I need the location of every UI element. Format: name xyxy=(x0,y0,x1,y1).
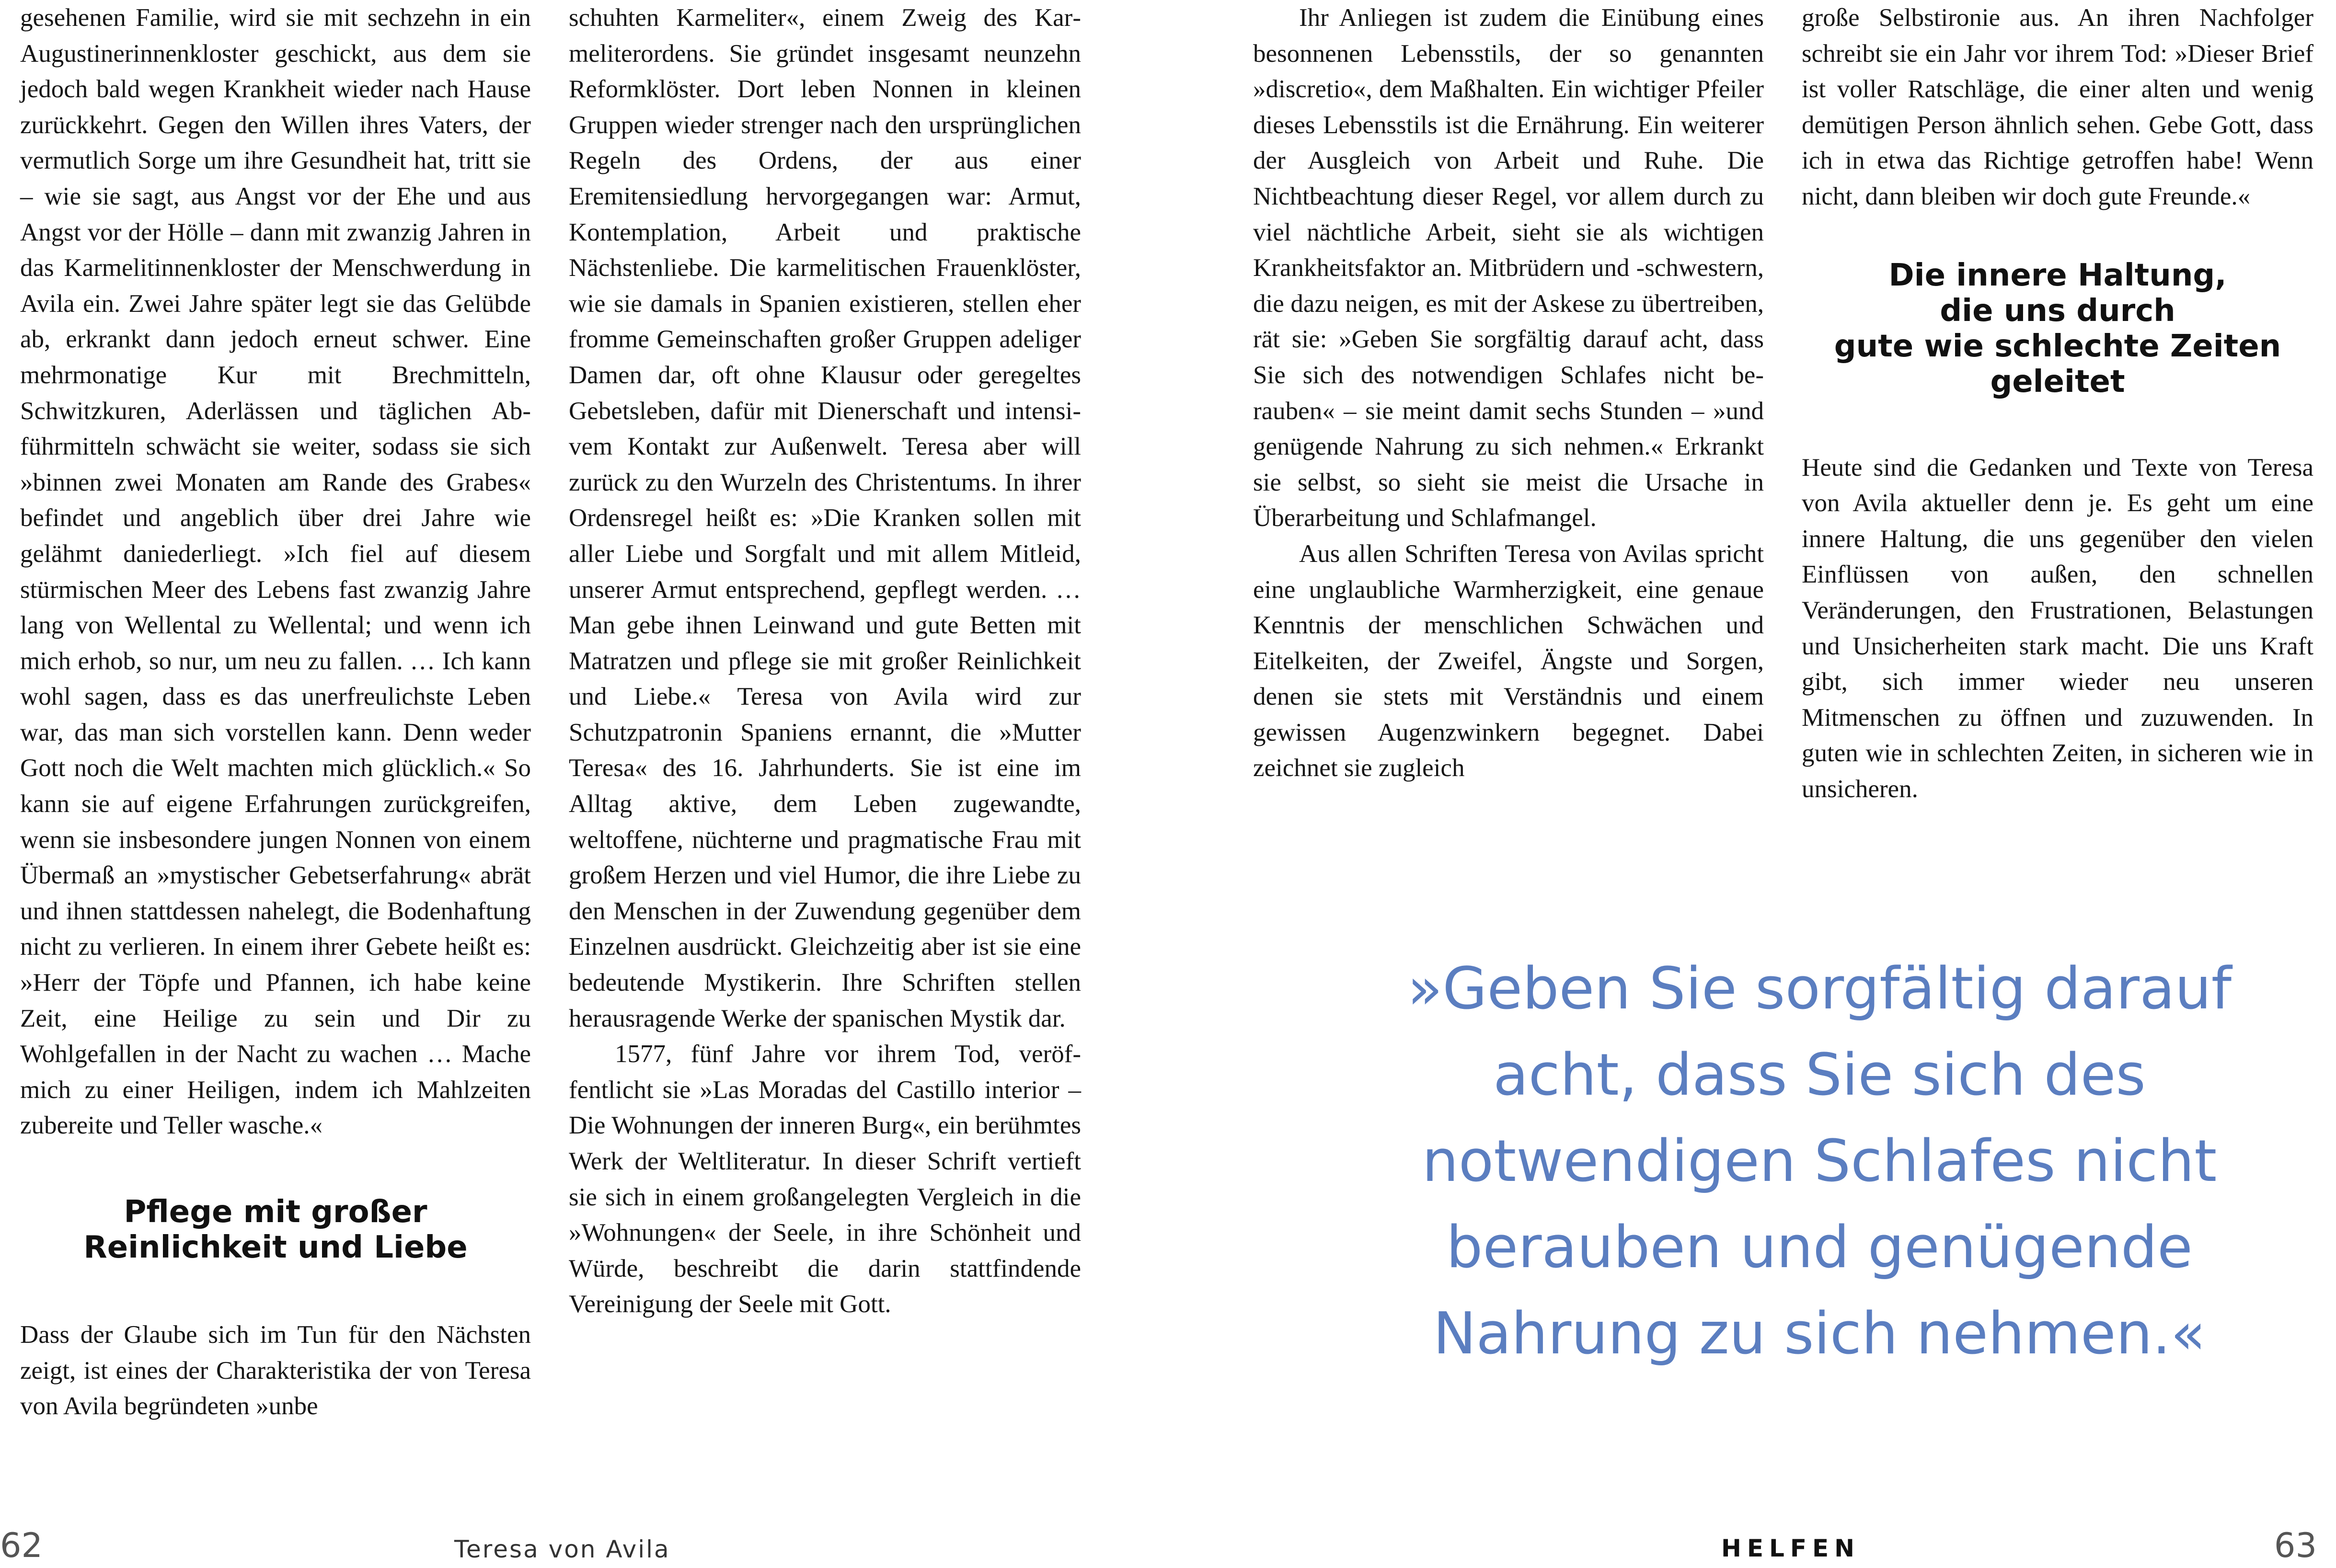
text-column-3 xyxy=(1253,0,1764,786)
body-paragraph: Heute sind die Gedanken und Texte von Teresa von Avila aktueller denn je. Es geht um eine innere Haltung, die uns gegenüber den vielen Einflüssen von außen, den schnellen Veränderungen, den Frustrationen, Belastungen und Unsicherheiten stark macht. Die uns Kraft gibt, sich immer wieder neu unseren Mitmenschen zu öffnen und zuzuwenden. In guten wie in schlechten Zeiten, in sicheren wie in unsicheren. xyxy=(1802,453,2313,803)
text-column-2 xyxy=(569,0,1081,1322)
body-paragraph: große Selbstironie aus. An ihren Nachfolger schreibt sie ein Jahr vor ihrem Tod: »Dieser Brief ist voller Ratschläge, die einer alten und wenig demütigen Person ähnlich sehen. Gebe Gott, dass ich in etwa das Richtige getroffen habe! Wenn nicht, dann bleiben wir doch gute Freunde.« xyxy=(1802,4,2313,210)
pull-quote-line: »Geben Sie sorgfältig darauf xyxy=(1407,956,2232,1022)
text-column-1 xyxy=(20,0,531,1424)
body-paragraph: Dass der Glaube sich im Tun für den Nächsten zeigt, ist eines der Charakteristika der von Teresa von Avila begründeten »unbe xyxy=(20,1321,531,1420)
section-label: HELFEN xyxy=(1721,1534,1861,1562)
page-number-right: 63 xyxy=(2274,1526,2317,1565)
pull-quote-line: notwendigen Schlafes nicht xyxy=(1422,1128,2217,1195)
pull-quote xyxy=(1345,946,2294,1377)
subheading-line: Reinlichkeit und Liebe xyxy=(83,1230,468,1265)
page-number-left: 62 xyxy=(0,1526,43,1565)
running-title: Teresa von Avila xyxy=(454,1535,670,1563)
subheading-inner-attitude xyxy=(1802,258,2313,400)
body-paragraph: schuhten Karmeliter«, einem Zweig des Karmeliterordens. Sie gründet insgesamt neunzehn Reformklöster. Dort leben Nonnen in kleinen Gruppen wieder strenger nach den ursprünglichen Regeln des Ordens, der aus einer Eremitensiedlung hervorgegangen war: Armut, Kontemplation, Arbeit und praktische Nächstenliebe. Die karmelitischen Frauenklöster, wie sie damals in Spanien existieren, stellen eher fromme Gemeinschaften großer Gruppen adeliger Damen dar, oft ohne Klausur oder geregeltes Gebetsleben, dafür mit Dienerschaft und intensivem Kontakt zur Außenwelt. Teresa aber will zurück zu den Wurzeln des Christentums. In ihrer Ordensregel heißt es: »Die Kranken sollen mit aller Liebe und Sorgfalt und mit allem Mitleid, unserer Armut entsprechend, gepflegt werden. … Man gebe ihnen Leinwand und gute Betten mit Matratzen und pflege sie mit großer Reinlichkeit und Liebe.« Teresa von Avila wird zur Schutzpatronin Spaniens ernannt, die »Mutter Teresa« des 16. Jahrhunderts. Sie ist eine im Alltag aktive, dem Leben zugewandte, weltoffene, nüchterne und pragmatische Frau mit großem Herzen und viel Humor, die ihre Liebe zu den Menschen in der Zuwendung gegenüber dem Einzelnen ausdrückt. Gleichzeitig aber ist sie eine bedeutende Mystikerin. Ihre Schriften stellen herausragende Werke der spanischen Mystik dar. xyxy=(569,4,1081,1032)
pull-quote-line: berauben und genügende xyxy=(1446,1214,2193,1281)
subheading-care xyxy=(20,1194,531,1265)
subheading-line: gute wie schlechte Zeiten xyxy=(1834,328,2281,364)
right-page xyxy=(1168,0,2336,1568)
text-column-4 xyxy=(1802,0,2313,807)
pull-quote-line: acht, dass Sie sich des xyxy=(1493,1042,2146,1109)
body-paragraph: 1577, fünf Jahre vor ihrem Tod, veröffentlicht sie »Las Moradas del Castillo interior – Die Wohnungen der inneren Burg«, ein berühmtes Werk der Weltliteratur. In dieser Schrift vertieft sie sich in einem großangelegten Vergleich in die »Wohnungen« der Seele, in ihre Schönheit und Würde, beschreibt die darin stattfindende Vereinigung der Seele mit Gott. xyxy=(569,1040,1081,1318)
subheading-line: geleitet xyxy=(1990,364,2125,400)
subheading-line: die uns durch xyxy=(1940,293,2175,329)
body-paragraph: gesehenen Familie, wird sie mit sechzehn in ein Augustinerinnenkloster geschickt, aus dem sie jedoch bald wegen Krankheit wieder nach Hause zurückkehrt. Gegen den Willen ihres Vaters, der vermutlich Sorge um ihre Gesundheit hat, tritt sie – wie sie sagt, aus Angst vor der Ehe und aus Angst vor der Hölle – dann mit zwanzig Jahren in das Karmelitinnenkloster der Menschwerdung in Avila ein. Zwei Jahre später legt sie das Gelübde ab, erkrankt dann jedoch erneut schwer. Eine mehrmonatige Kur mit Brechmitteln, Schwitzkuren, Aderlässen und täglichen Abführmitteln schwächt sie weiter, sodass sie sich »binnen zwei Monaten am Rande des Grabes« befindet und angeblich über drei Jahre wie gelähmt daniederliegt. »Ich fiel auf diesem stürmischen Meer des Lebens fast zwanzig Jahre lang von Wellental zu Wellental; und wenn ich mich erhob, so nur, um neu zu fallen. … Ich kann wohl sagen, dass es das unerfreulichste Leben war, das man sich vorstellen kann. Denn weder Gott noch die Welt machten mich glücklich.« So kann sie auf eigene Erfahrungen zurückgreifen, wenn sie insbesondere jungen Nonnen von einem Übermaß an »mystischer Gebetserfahrung« abrät und ihnen stattdessen nahelegt, die Bodenhaftung nicht zu verlieren. In einem ihrer Gebete heißt es: »Herr der Töpfe und Pfannen, ich habe keine Zeit, eine Heilige zu sein und Dir zu Wohlgefallen in der Nacht zu wachen … Mache mich zu einer Heiligen, indem ich Mahlzeiten zubereite und Teller wasche.« xyxy=(20,4,531,1140)
body-paragraph: Ihr Anliegen ist zudem die Einübung eines besonnenen Lebensstils, der so genannten »discretio«, dem Maßhalten. Ein wichtiger Pfeiler dieses Lebensstils ist die Ernährung. Ein weiterer der Ausgleich von Arbeit und Ruhe. Die Nichtbeachtung dieser Regel, vor allem durch zu viel nächtliche Arbeit, sieht sie als wichtigen Krankheitsfaktor an. Mitbrüdern und -schwestern, die dazu neigen, es mit der Askese zu übertreiben, rät sie: »Geben Sie sorgfältig darauf acht, dass Sie sich des notwendigen Schlafes nicht berauben« – sie meint damit sechs Stunden – »und genügende Nahrung zu sich nehmen.« Erkrankt sie selbst, so sieht sie meist die Ursache in Überarbeitung und Schlafmangel. xyxy=(1253,4,1764,532)
body-paragraph: Aus allen Schriften Teresa von Avilas spricht eine unglaubliche Warmherzigkeit, eine genaue Kenntnis der menschlichen Schwächen und Eitelkeiten, der Zweifel, Ängste und Sorgen, denen sie stets mit Verständnis und einem gewissen Augenzwinkern begegnet. Dabei zeichnet sie zugleich xyxy=(1253,539,1764,782)
subheading-line: Die innere Haltung, xyxy=(1888,257,2227,293)
pull-quote-line: Nahrung zu sich nehmen.« xyxy=(1433,1301,2206,1367)
subheading-line: Pflege mit großer xyxy=(124,1194,427,1230)
